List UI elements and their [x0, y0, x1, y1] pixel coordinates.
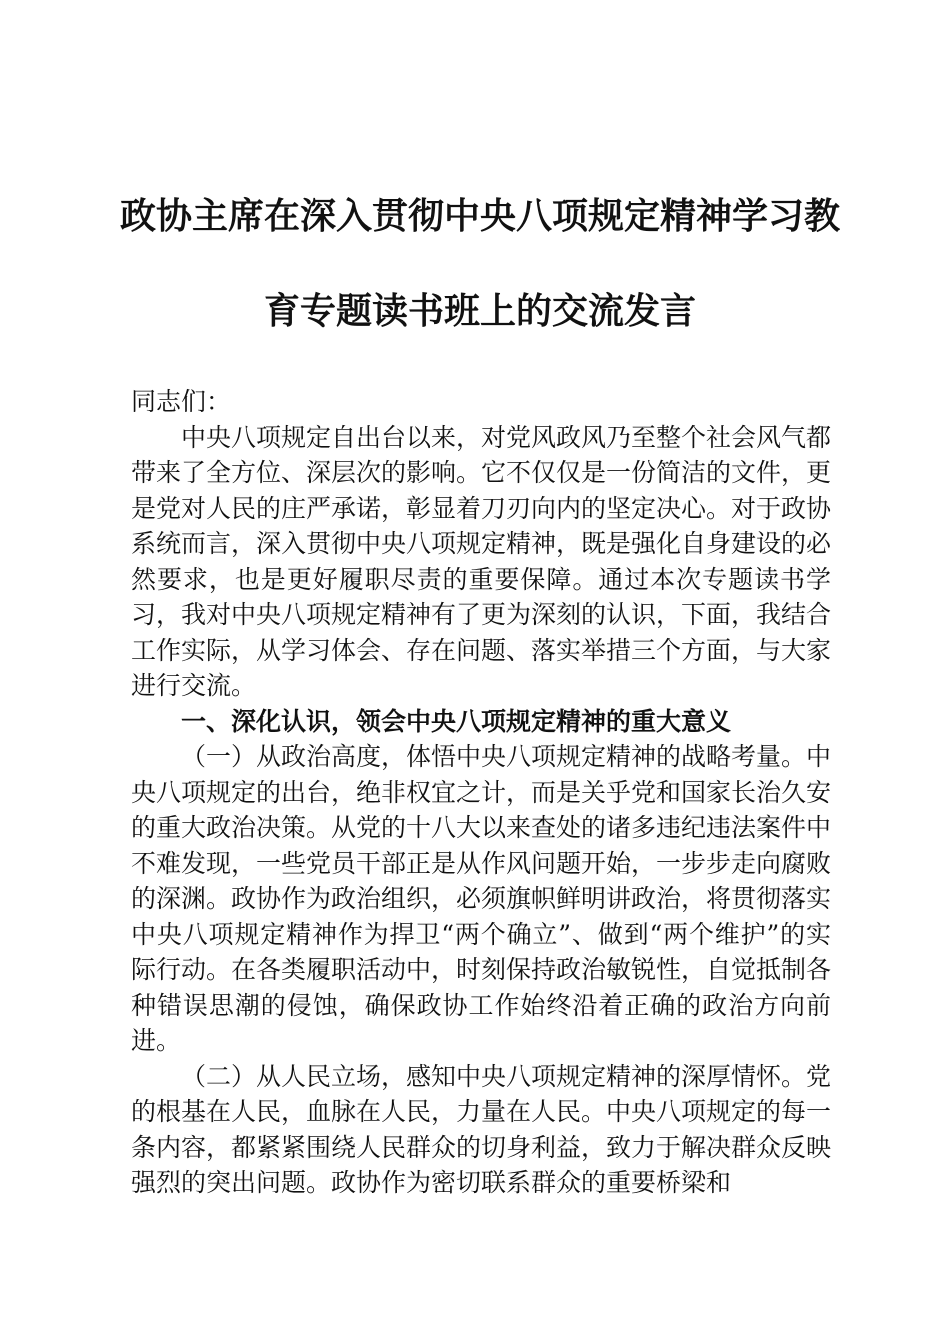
subsection-paragraph-1: （一）从政治高度，体悟中央八项规定精神的战略考量。中央八项规定的出台，绝非权宜之计，而是关乎党和国家长治久安的重大政治决策。从党的十八大以来查处的诸多违纪违法案件中不难发现，一些党员干部正是从作风问题开始，一步步走向腐败的深渊。政协作为政治组织，必须旗帜鲜明讲政治，将贯彻落实中央八项规定精神作为捍卫“两个确立”、做到“两个维护”的实际行动。在各类履职活动中，时刻保持政治敏锐性，自觉抵制各种错误思潮的侵蚀，确保政协工作始终沿着正确的政治方向前进。 [131, 742, 832, 1055]
salutation: 同志们： [131, 387, 232, 416]
document-body [131, 384, 831, 1201]
intro-paragraph: 中央八项规定自出台以来，对党风政风乃至整个社会风气都带来了全方位、深层次的影响。它不仅仅是一份简洁的文件，更是党对人民的庄严承诺，彰显着刀刃向内的坚定决心。对于政协系统而言，深入贯彻中央八项规定精神，既是强化自身建设的必然要求，也是更好履职尽责的重要保障。通过本次专题读书学习，我对中央八项规定精神有了更为深刻的认识，下面，我结合工作实际，从学习体会、存在问题、落实举措三个方面，与大家进行交流。 [131, 422, 832, 700]
document-title-line-2: 育专题读书班上的交流发言 [263, 290, 696, 332]
subsection-paragraph-2: （二）从人民立场，感知中央八项规定精神的深厚情怀。党的根基在人民，血脉在人民，力量在人民。中央八项规定的每一条内容，都紧紧围绕人民群众的切身利益，致力于解决群众反映强烈的突出问题。政协作为密切联系群众的重要桥梁和 [131, 1061, 832, 1197]
section-heading-1: 一、深化认识，领会中央八项规定精神的重大意义 [181, 706, 732, 736]
document-title-line-1: 政协主席在深入贯彻中央八项规定精神学习教 [119, 195, 840, 237]
